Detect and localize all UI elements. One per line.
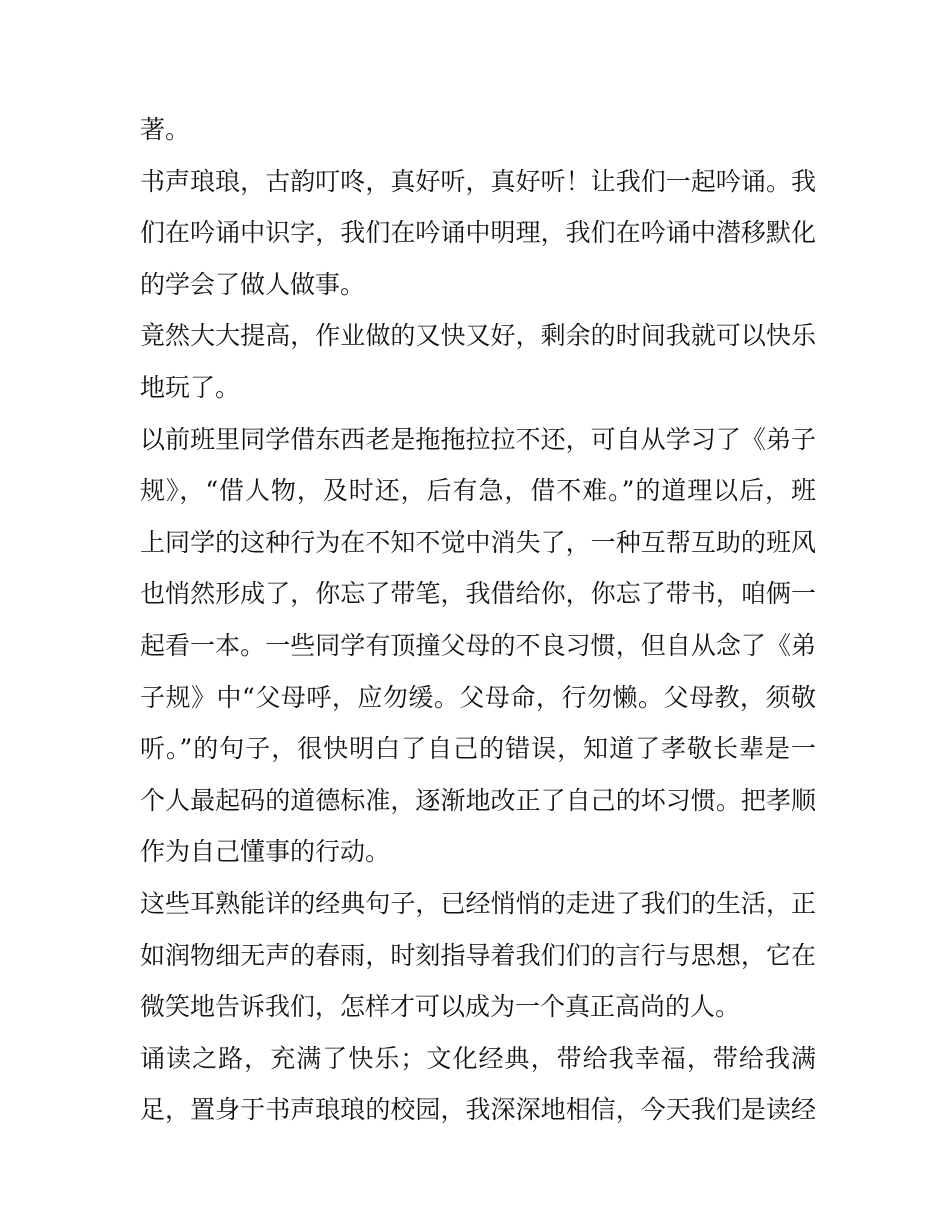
text-line: 规》，“借人物，及时还，后有急，借不难。”的道理以后，班 [140,476,816,506]
text-line: 起看一本。一些同学有顶撞父母的不良习惯，但自从念了《弟 [140,630,816,660]
text-line: 竟然大大提高，作业做的又快又好，剩余的时间我就可以快乐 [140,321,816,351]
text-line: 以前班里同学借东西老是拖拖拉拉不还，可自从学习了《弟子 [140,424,816,454]
text-line: 诵读之路，充满了快乐；文化经典，带给我幸福，带给我满 [140,1043,816,1073]
text-line: 微笑地告诉我们，怎样才可以成为一个真正高尚的人。 [140,992,741,1022]
text-line: 地玩了。 [140,372,241,402]
text-line: 的学会了做人做事。 [140,269,366,299]
body-text [140,104,816,1136]
text-line: 如润物细无声的春雨，时刻指导着我们们的言行与思想，它在 [140,940,816,970]
text-line: 听。”的句子，很快明白了自己的错误，知道了孝敬长辈是一 [140,734,816,764]
text-line: 个人最起码的道德标准，逐渐地改正了自己的坏习惯。把孝顺 [140,785,816,815]
text-line: 这些耳熟能详的经典句子，已经悄悄的走进了我们的生活，正 [140,888,816,918]
text-line: 也悄然形成了，你忘了带笔，我借给你，你忘了带书，咱俩一 [140,579,816,609]
text-line: 上同学的这种行为在不知不觉中消失了，一种互帮互助的班风 [140,527,816,557]
text-line: 作为自己懂事的行动。 [140,837,391,867]
text-line: 们在吟诵中识字，我们在吟诵中明理，我们在吟诵中潜移默化 [140,218,816,248]
text-line: 书声琅琅，古韵叮咚，真好听，真好听！让我们一起吟诵。我 [140,166,816,196]
text-line: 足，置身于书声琅琅的校园，我深深地相信，今天我们是读经 [140,1095,816,1125]
text-line: 著。 [140,115,191,144]
text-line: 子规》中“父母呼，应勿缓。父母命，行勿懒。父母教，须敬 [140,682,816,712]
